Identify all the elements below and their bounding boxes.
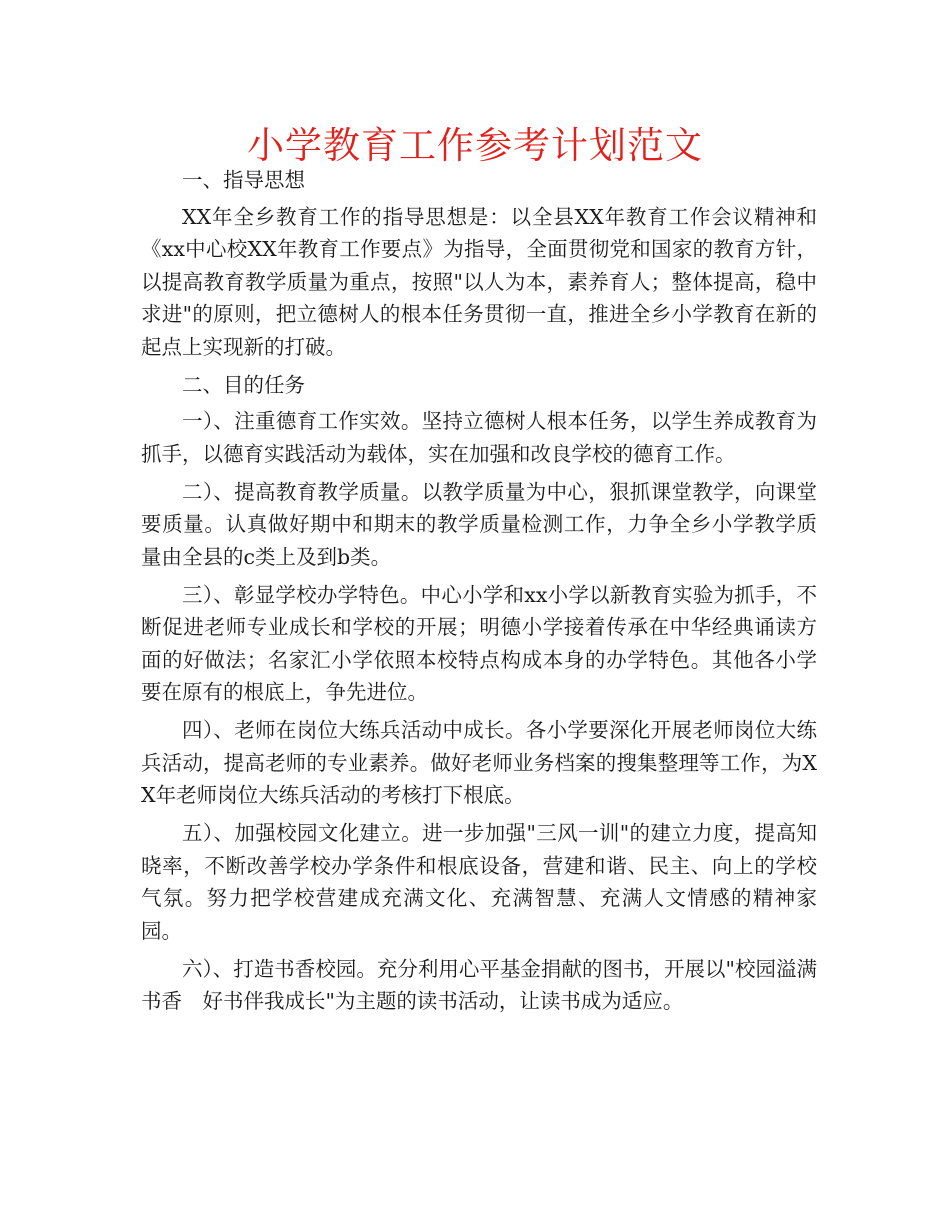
paragraph-guiding-ideology: XX年全乡教育工作的指导思想是：以全县XX年教育工作会议精神和《xx中心校XX年教育工作要点》为指导，全面贯彻党和国家的教育方针，以提高教育教学质量为重点，按照"以人为本，素养育人；整体提高，稳中求进"的原则，把立德树人的根本任务贯彻一直，推进全乡小学教育在新的起点上实现新的打破。	[141, 204, 817, 359]
paragraph-task-5: 五）、加强校园文化建立。进一步加强"三风一训"的建立力度，提高知晓率，不断改善学校办学条件和根底设备，营建和谐、民主、向上的学校气氛。努力把学校营建成充满文化、充满智慧、充满人文情感的精神家园。	[141, 821, 817, 943]
paragraph-task-4: 四）、老师在岗位大练兵活动中成长。各小学要深化开展老师岗位大练兵活动，提高老师的专业素养。做好老师业务档案的搜集整理等工作，为XX年老师岗位大练兵活动的考核打下根底。	[141, 718, 817, 807]
paragraph-task-3: 三）、彰显学校办学特色。中心小学和xx小学以新教育实验为抓手，不断促进老师专业成长和学校的开展；明德小学接着传承在中华经典诵读方面的好做法；名家汇小学依照本校特点构成本身的办学特色。其他各小学要在原有的根底上，争先进位。	[141, 582, 817, 704]
paragraph-task-1: 一）、注重德育工作实效。坚持立德树人根本任务，以学生养成教育为抓手，以德育实践活动为载体，实在加强和改良学校的德育工作。	[141, 409, 817, 466]
paragraph-task-6: 六）、打造书香校园。充分利用心平基金捐献的图书，开展以"校园溢满书香 好书伴我成长"为主题的读书活动，让读书成为适应。	[141, 956, 817, 1013]
paragraph-task-2: 二）、提高教育教学质量。以教学质量为中心，狠抓课堂教学，向课堂要质量。认真做好期中和期末的教学质量检测工作，力争全乡小学教学质量由全县的c类上及到b类。	[141, 479, 817, 569]
section-heading-guiding-ideology: 一、指导思想	[182, 168, 305, 192]
section-heading-goals-tasks: 二、目的任务	[182, 372, 305, 397]
document-body	[141, 164, 817, 1023]
document-title: 小学教育工作参考计划范文	[247, 124, 703, 167]
